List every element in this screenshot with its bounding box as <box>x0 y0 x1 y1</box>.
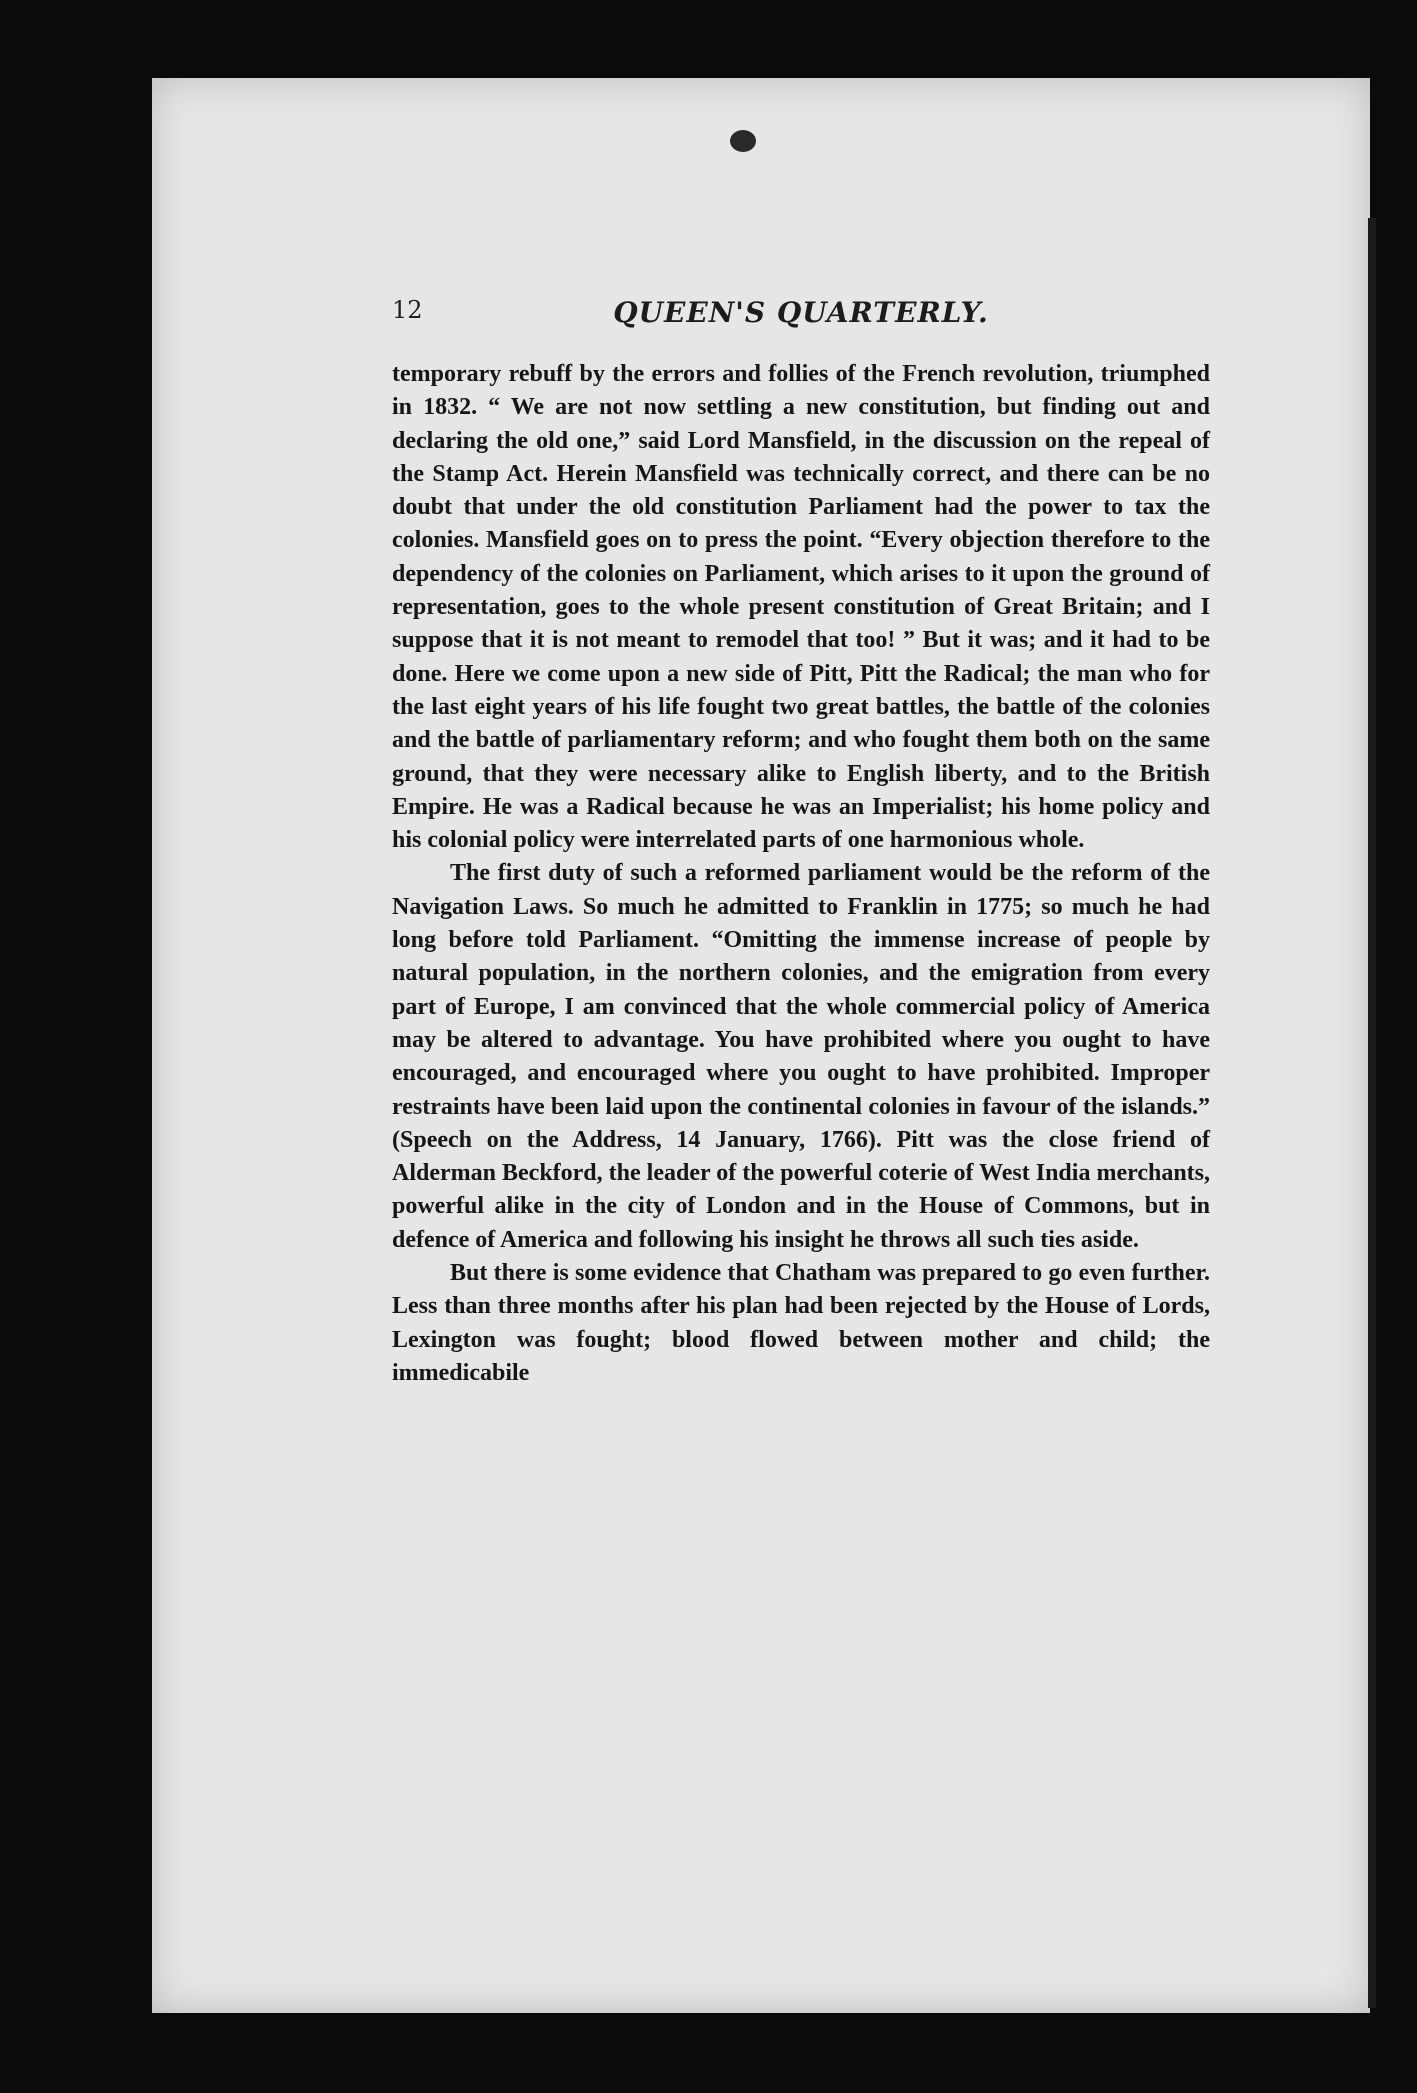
paragraph-1: temporary rebuff by the errors and follies of the French revolution, triumphed in 1832. “ We are not now settling a new constitution, but finding out and declaring the old one,” said Lord Mansfield, in the discussion on the repeal of the Stamp Act. Herein Mansfield was technically correct, and there can be no doubt that under the old constitution Parliament had the power to tax the colonies. Mansfield goes on to press the point. “Every objection therefore to the dependency of the colonies on Parliament, which arises to it upon the ground of representation, goes to the whole present constitution of Great Britain; and I suppose that it is not meant to remodel that too! ” But it was; and it had to be done. Here we come upon a new side of Pitt, Pitt the Radical; the man who for the last eight years of his life fought two great battles, the battle of the colonies and the battle of parliamentary reform; and who fought them both on the same ground, that they were necessary alike to English liberty, and to the British Empire. He was a Radical because he was an Imperialist; his home policy and his colonial policy were interrelated parts of one harmonious whole. <box>392 361 1210 854</box>
article-body <box>392 358 1210 1390</box>
binding-hole <box>730 130 756 152</box>
page-edge-shadow <box>1368 218 1376 2008</box>
page-number: 12 <box>392 296 423 324</box>
paragraph-3: But there is some evidence that Chatham was prepared to go even further. Less than three months after his plan had been rejected by the House of Lords, Lexington was fought; blood flowed between mother and child; the immedicabile <box>392 1260 1210 1386</box>
running-head <box>392 296 1210 336</box>
paragraph-2: The first duty of such a reformed parliament would be the reform of the Navigation Laws. So much he admitted to Franklin in 1775; so much he had long before told Parliament. “Omitting the immense increase of people by natural population, in the northern colonies, and the emigration from every part of Europe, I am convinced that the whole commercial policy of America may be altered to advantage. You have prohibited where you ought to have encouraged, and encouraged where you ought to have prohibited. Improper restraints have been laid upon the continental colonies in favour of the islands.” (Speech on the Address, 14 January, 1766). Pitt was the close friend of Alderman Beckford, the leader of the powerful coterie of West India merchants, powerful alike in the city of London and in the House of Commons, but in defence of America and following his insight he throws all such ties aside. <box>392 860 1210 1253</box>
journal-title: QUEEN'S QUARTERLY. <box>613 296 989 329</box>
